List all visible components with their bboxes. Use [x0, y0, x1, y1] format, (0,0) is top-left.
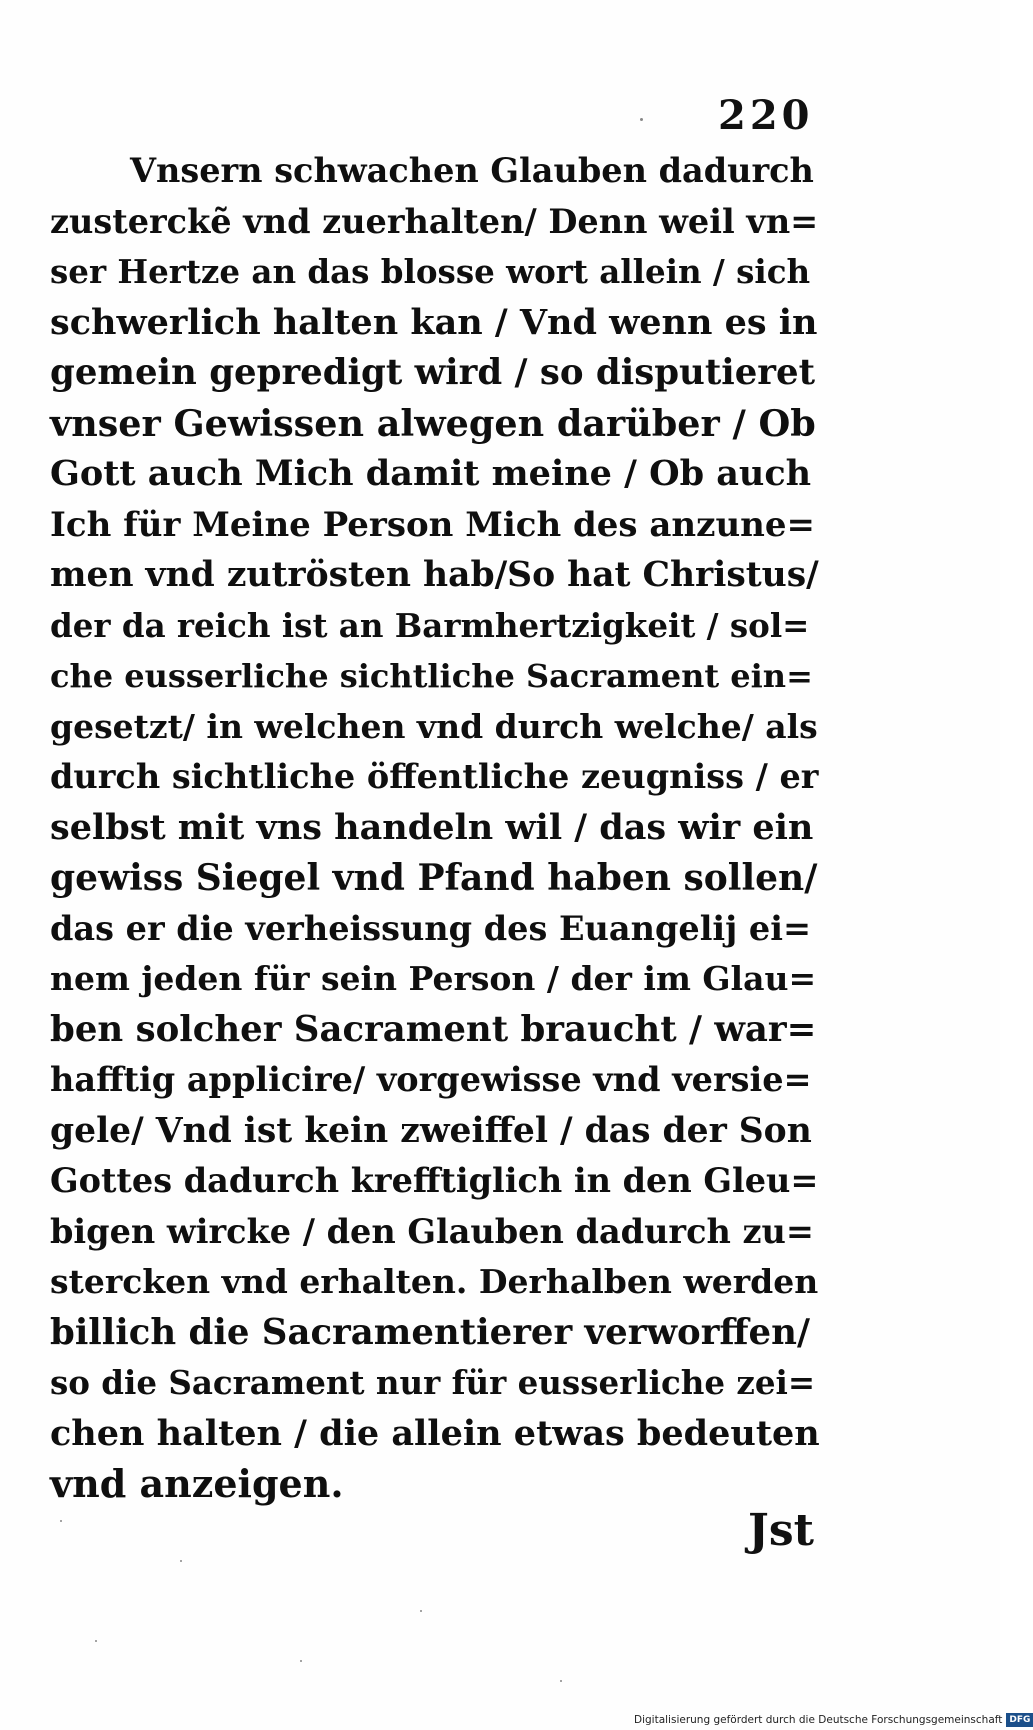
page-number: 220 — [718, 92, 814, 139]
text-line: gemein gepredigt wird / so disputieret — [50, 352, 815, 393]
text-line: che eusserliche sichtliche Sacrament ein= — [50, 657, 813, 695]
text-line: gesetzt/ in welchen vnd durch welche/ als — [50, 706, 818, 746]
text-line: Vnsern schwachen Glauben dadurch — [130, 151, 814, 190]
text-line: vnser Gewissen alwegen darüber / Ob — [50, 401, 816, 445]
scan-speck — [640, 118, 643, 121]
scan-speck — [420, 1610, 422, 1612]
text-line: so die Sacrament nur für eusserliche zei= — [50, 1363, 816, 1402]
text-line: ben solcher Sacrament braucht / war= — [50, 1008, 817, 1050]
catchword: Jst — [748, 1505, 814, 1556]
text-line: selbst mit vns handeln wil / das wir ein — [50, 806, 814, 848]
scan-speck — [95, 1640, 97, 1642]
scan-speck — [300, 1660, 302, 1662]
text-line: schwerlich halten kan / Vnd wenn es in — [50, 301, 818, 343]
text-line: das er die verheissung des Euangelij ei= — [50, 908, 812, 948]
text-line: vnd anzeigen. — [50, 1461, 344, 1506]
scan-speck — [560, 1680, 562, 1682]
text-line: Gott auch Mich damit meine / Ob auch — [50, 453, 812, 494]
text-line: chen halten / die allein etwas bedeuten — [50, 1412, 820, 1454]
text-line: nem jeden für sein Person / der im Glau= — [50, 959, 817, 998]
text-line: bigen wircke / den Glauben dadurch zu= — [50, 1211, 814, 1251]
text-line: gewiss Siegel vnd Pfand haben sollen/ — [50, 857, 818, 899]
text-line: der da reich ist an Barmhertzigkeit / sol= — [50, 605, 810, 645]
text-line: hafftig applicire/ vorgewisse vnd versie= — [50, 1060, 812, 1099]
text-line: Ich für Meine Person Mich des anzune= — [50, 504, 816, 545]
text-line: gele/ Vnd ist kein zweiffel / das der Son — [50, 1110, 812, 1151]
scan-speck — [180, 1560, 182, 1562]
text-line: zusterckẽ vnd zuerhalten/ Denn weil vn= — [50, 201, 819, 241]
text-line: men vnd zutrösten hab/So hat Christus/ — [50, 555, 819, 595]
text-line: ser Hertze an das blosse wort allein / sich — [50, 252, 811, 291]
dfg-logo-icon: DFG — [1006, 1713, 1033, 1727]
text-line: billich die Sacramentierer verworffen/ — [50, 1311, 810, 1353]
text-line: durch sichtliche öffentliche zeugniss / er — [50, 757, 819, 796]
scan-speck — [60, 1520, 62, 1522]
body-text — [50, 146, 820, 1510]
credit-text: Digitalisierung gefördert durch die Deutsche Forschungsgemeinschaft — [634, 1714, 1003, 1726]
text-line: Gottes dadurch krefftiglich in den Gleu= — [50, 1161, 819, 1200]
digitization-credit — [634, 1712, 1033, 1728]
text-line: stercken vnd erhalten. Derhalben werden — [50, 1262, 819, 1301]
